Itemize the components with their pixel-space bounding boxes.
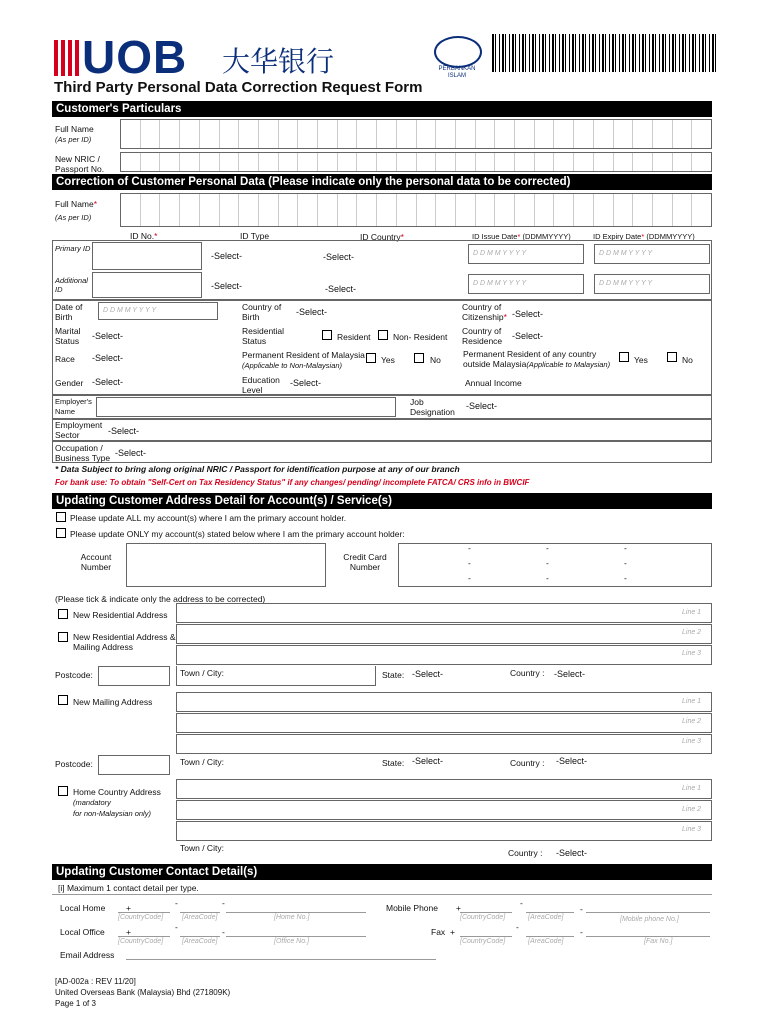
res-country-label: Country :	[510, 668, 545, 678]
home-line3-hint: Line 3	[682, 826, 702, 833]
country-birth-select[interactable]: -Select-	[296, 307, 328, 317]
section-customer-particulars: Customer's Particulars	[52, 101, 712, 117]
mobile-plus: +	[456, 903, 461, 913]
mail-town-label: Town / City:	[180, 757, 224, 767]
local-home-ac-hint: [AreaCode]	[182, 914, 218, 921]
local-office-plus: +	[126, 927, 131, 937]
update-only-checkbox[interactable]	[56, 528, 66, 538]
primary-id-expiry-input[interactable]: D D M M Y Y Y Y	[594, 244, 710, 264]
perbankan-islam-logo	[434, 36, 482, 68]
home-country-note2: for non-Malaysian only)	[73, 809, 151, 818]
non-resident-label: Non- Resident	[393, 332, 448, 342]
res-line3-hint: Line 3	[682, 650, 702, 657]
res-state-label: State:	[382, 670, 405, 680]
section-correction: Correction of Customer Personal Data (Please indicate only the personal data to be corrected)	[52, 174, 712, 190]
section-address: Updating Customer Address Detail for Account(s) / Service(s)	[52, 493, 712, 509]
additional-id-type-select[interactable]: -Select-	[211, 281, 243, 291]
corr-full-name-input[interactable]	[120, 193, 712, 227]
account-number-input[interactable]	[126, 543, 326, 587]
full-name-input[interactable]	[120, 119, 712, 149]
country-citizenship-select[interactable]: -Select-	[512, 309, 544, 319]
mobile-number-input[interactable]	[586, 912, 710, 913]
mobile-country-input[interactable]	[460, 912, 512, 913]
footer-bank: United Overseas Bank (Malaysia) Bhd (271809K)	[55, 988, 231, 997]
local-office-number-input[interactable]	[226, 936, 366, 937]
local-home-no-hint: [Home No.]	[274, 914, 310, 921]
annual-income-label: Annual Income	[465, 378, 522, 388]
corr-full-name-label: Full Name*	[55, 199, 98, 209]
gender-label: Gender	[55, 378, 84, 388]
nric-label: New NRIC / Passport No.	[55, 154, 105, 174]
res-line1-hint: Line 1	[682, 609, 702, 616]
new-mail-checkbox[interactable]	[58, 695, 68, 705]
credit-card-input[interactable]	[398, 543, 712, 587]
pr-malaysia-no-label: No	[430, 355, 441, 365]
gender-select[interactable]: -Select-	[92, 377, 124, 387]
local-home-dash2: -	[222, 898, 225, 908]
res-line2-input[interactable]	[176, 624, 712, 644]
fax-dash1: -	[516, 922, 519, 932]
mail-state-select[interactable]: -Select-	[412, 756, 444, 766]
mobile-dash1: -	[520, 898, 523, 908]
primary-id-no-input[interactable]	[92, 242, 202, 270]
note-identification: * Data Subject to bring along original NRIC / Passport for identification purpose at any of our branch	[55, 464, 460, 474]
partner-line2: ISLAM	[447, 73, 466, 79]
res-country-select[interactable]: -Select-	[554, 669, 586, 679]
mail-line1-hint: Line 1	[682, 698, 702, 705]
mobile-area-input[interactable]	[526, 912, 574, 913]
cc-dash-3: -	[624, 543, 627, 553]
fax-number-input[interactable]	[586, 936, 710, 937]
cc-dash-2: -	[546, 543, 549, 553]
fax-area-input[interactable]	[526, 936, 574, 937]
employer-label: Employer's Name	[55, 397, 92, 416]
id-type-header: ID Type	[240, 231, 270, 241]
res-town-label: Town / City:	[180, 668, 224, 678]
mobile-no-hint: [Mobile phone No.]	[620, 916, 679, 923]
home-line1-hint: Line 1	[682, 785, 702, 792]
cc-dash-1: -	[468, 543, 471, 553]
res-line2-hint: Line 2	[682, 629, 702, 636]
footer-form-code: [AD-002a : REV 11/20]	[55, 977, 136, 986]
education-label: Education Level	[242, 375, 280, 395]
res-postcode-input[interactable]	[98, 666, 170, 686]
mail-country-label: Country :	[510, 758, 545, 768]
mail-postcode-label: Postcode:	[55, 759, 93, 769]
as-per-id-note: (As per ID)	[55, 135, 92, 144]
local-home-dash1: -	[175, 898, 178, 908]
emp-sector-label: Employment Sector	[55, 420, 103, 440]
race-select[interactable]: -Select-	[92, 353, 124, 363]
mobile-ac-hint: [AreaCode]	[528, 914, 564, 921]
local-home-plus: +	[126, 903, 131, 913]
job-select[interactable]: -Select-	[466, 401, 498, 411]
local-office-ac-hint: [AreaCode]	[182, 938, 218, 945]
fax-cc-hint: [CountryCode]	[460, 938, 506, 945]
nric-input[interactable]	[120, 152, 712, 172]
id-expiry-header: ID Expiry Date* (DDMMYYYY)	[593, 232, 695, 241]
uob-logo-mark	[54, 40, 79, 76]
primary-id-issue-input[interactable]: D D M M Y Y Y Y	[468, 244, 584, 264]
fax-ac-hint: [AreaCode]	[528, 938, 564, 945]
pr-malaysia-yes-checkbox[interactable]	[366, 353, 376, 363]
pr-malaysia-note: (Applicable to Non-Malaysian)	[242, 361, 343, 370]
race-label: Race	[55, 354, 75, 364]
resident-checkbox[interactable]	[322, 330, 332, 340]
id-no-header: ID No.*	[130, 231, 158, 241]
emp-sector-row	[52, 419, 712, 441]
dob-label: Date of Birth	[55, 302, 83, 322]
note-bank-use: For bank use: To obtain "Self-Cert on Tax Residency Status" if any changes/ pending/ incomplete FATCA/ CRS info in BWCIF	[55, 478, 530, 487]
emp-sector-select[interactable]: -Select-	[108, 426, 140, 436]
mail-line3-input[interactable]	[176, 734, 712, 754]
mail-line3-hint: Line 3	[682, 738, 702, 745]
contact-divider	[52, 894, 712, 895]
pr-malaysia-yes-label: Yes	[381, 355, 395, 365]
additional-id-issue-input[interactable]: D D M M Y Y Y Y	[468, 274, 584, 294]
full-name-label: Full Name	[55, 124, 94, 134]
local-home-label: Local Home	[60, 903, 106, 913]
occupation-row	[52, 441, 712, 463]
local-office-dash1: -	[175, 922, 178, 932]
home-line2-hint: Line 2	[682, 806, 702, 813]
mail-line1-input[interactable]	[176, 692, 712, 712]
fax-plus: +	[450, 927, 455, 937]
country-birth-label: Country of Birth	[242, 302, 282, 322]
local-office-country-input[interactable]	[118, 936, 170, 937]
primary-id-type-select[interactable]: -Select-	[211, 251, 243, 261]
primary-id-country-select[interactable]: -Select-	[323, 252, 355, 262]
email-label: Email Address	[60, 950, 115, 960]
local-home-country-input[interactable]	[118, 912, 170, 913]
pr-malaysia-label: Permanent Resident of Malaysia	[242, 350, 365, 360]
id-country-header: ID Country*	[360, 232, 404, 242]
pr-other-label: Permanent Resident of any country outside Malaysia(Applicable to Malaysian)	[463, 349, 611, 369]
tick-note: (Please tick & indicate only the address to be corrected)	[55, 594, 266, 604]
mail-state-label: State:	[382, 758, 405, 768]
pr-other-yes-label: Yes	[634, 355, 648, 365]
uob-logo-chinese: 大华银行	[222, 46, 335, 77]
mail-country-select[interactable]: -Select-	[556, 756, 588, 766]
marital-label: Marital Status	[55, 326, 81, 346]
fax-no-hint: [Fax No.]	[644, 938, 673, 945]
employer-input[interactable]	[96, 397, 396, 417]
additional-id-no-input[interactable]	[92, 272, 202, 298]
additional-id-country-select[interactable]: -Select-	[325, 284, 357, 294]
cc-dash-4: -	[468, 558, 471, 568]
local-office-area-input[interactable]	[180, 936, 220, 937]
cc-dash-8: -	[546, 573, 549, 583]
marital-select[interactable]: -Select-	[92, 331, 124, 341]
local-home-number-input[interactable]	[226, 912, 366, 913]
occupation-label: Occupation / Business Type	[55, 443, 111, 463]
cc-dash-9: -	[624, 573, 627, 583]
residential-label: Residential Status	[242, 326, 285, 346]
resident-label: Resident	[337, 332, 371, 342]
res-line3-input[interactable]	[176, 645, 712, 665]
dob-input[interactable]: D D M M Y Y Y Y	[98, 302, 218, 320]
home-country-field-label: Country :	[508, 848, 543, 858]
local-home-area-input[interactable]	[180, 912, 220, 913]
local-office-dash2: -	[222, 927, 225, 937]
update-all-checkbox[interactable]	[56, 512, 66, 522]
footer-page: Page 1 of 3	[55, 999, 96, 1008]
res-line1-input[interactable]	[176, 603, 712, 623]
country-citizenship-label: Country of Citizenship*	[462, 302, 507, 322]
new-res-checkbox[interactable]	[58, 609, 68, 619]
pr-other-no-label: No	[682, 355, 693, 365]
partner-line1: PERBANKAN	[438, 66, 476, 72]
cc-dash-5: -	[546, 558, 549, 568]
home-country-select[interactable]: -Select-	[556, 848, 588, 858]
country-residence-select[interactable]: -Select-	[512, 331, 544, 341]
update-only-label: Please update ONLY my account(s) stated below where I am the primary account holder:	[70, 529, 405, 539]
local-office-label: Local Office	[60, 927, 105, 937]
occupation-select[interactable]: -Select-	[115, 448, 147, 458]
new-res-mail-checkbox[interactable]	[58, 632, 68, 642]
new-mail-label: New Mailing Address	[73, 697, 153, 707]
pr-other-no-checkbox[interactable]	[667, 352, 677, 362]
credit-card-label: Credit Card Number	[343, 552, 387, 572]
home-country-checkbox[interactable]	[58, 786, 68, 796]
home-country-label: Home Country Address	[73, 787, 161, 797]
res-town-input[interactable]	[176, 666, 376, 686]
home-line2-input[interactable]	[176, 800, 712, 820]
uob-logo-text: UOB	[82, 31, 188, 83]
new-res-mail-label: New Residential Address & Mailing Address	[73, 632, 176, 652]
section-contact: Updating Customer Contact Detail(s)	[52, 864, 712, 880]
res-state-select[interactable]: -Select-	[412, 669, 444, 679]
local-home-cc-hint: [CountryCode]	[118, 914, 164, 921]
home-line3-input[interactable]	[176, 821, 712, 841]
additional-id-expiry-input[interactable]: D D M M Y Y Y Y	[594, 274, 710, 294]
local-office-no-hint: [Office No.]	[274, 938, 310, 945]
mail-line2-hint: Line 2	[682, 718, 702, 725]
barcode	[492, 34, 716, 72]
local-office-cc-hint: [CountryCode]	[118, 938, 164, 945]
fax-label: Fax	[431, 927, 446, 937]
education-select[interactable]: -Select-	[290, 378, 322, 388]
primary-id-label: Primary ID	[55, 244, 91, 253]
non-resident-checkbox[interactable]	[378, 330, 388, 340]
mobile-cc-hint: [CountryCode]	[460, 914, 506, 921]
additional-id-label: Additional ID	[55, 276, 88, 294]
cc-dash-7: -	[468, 573, 471, 583]
res-postcode-label: Postcode:	[55, 670, 93, 680]
corr-as-per-id: (As per ID)	[55, 213, 92, 222]
update-all-label: Please update ALL my account(s) where I am the primary account holder.	[70, 513, 347, 523]
id-issue-header: ID Issue Date* (DDMMYYYY)	[472, 232, 571, 241]
mail-line2-input[interactable]	[176, 713, 712, 733]
mail-postcode-input[interactable]	[98, 755, 170, 775]
form-title: Third Party Personal Data Correction Request Form	[54, 79, 423, 96]
job-label: Job Designation	[410, 397, 455, 417]
fax-dash2: -	[580, 927, 583, 937]
home-town-label: Town / City:	[180, 843, 224, 853]
email-input[interactable]	[126, 959, 436, 960]
pr-malaysia-no-checkbox[interactable]	[414, 353, 424, 363]
country-residence-label: Country of Residence	[462, 326, 503, 346]
account-number-label: Account Number	[80, 552, 112, 572]
new-res-label: New Residential Address	[73, 610, 168, 620]
pr-other-yes-checkbox[interactable]	[619, 352, 629, 362]
cc-dash-6: -	[624, 558, 627, 568]
contact-info: [i] Maximum 1 contact detail per type.	[58, 883, 199, 893]
home-country-note1: (mandatory	[73, 798, 111, 807]
home-line1-input[interactable]	[176, 779, 712, 799]
mobile-dash2: -	[580, 904, 583, 914]
fax-country-input[interactable]	[460, 936, 512, 937]
mobile-label: Mobile Phone	[386, 903, 438, 913]
